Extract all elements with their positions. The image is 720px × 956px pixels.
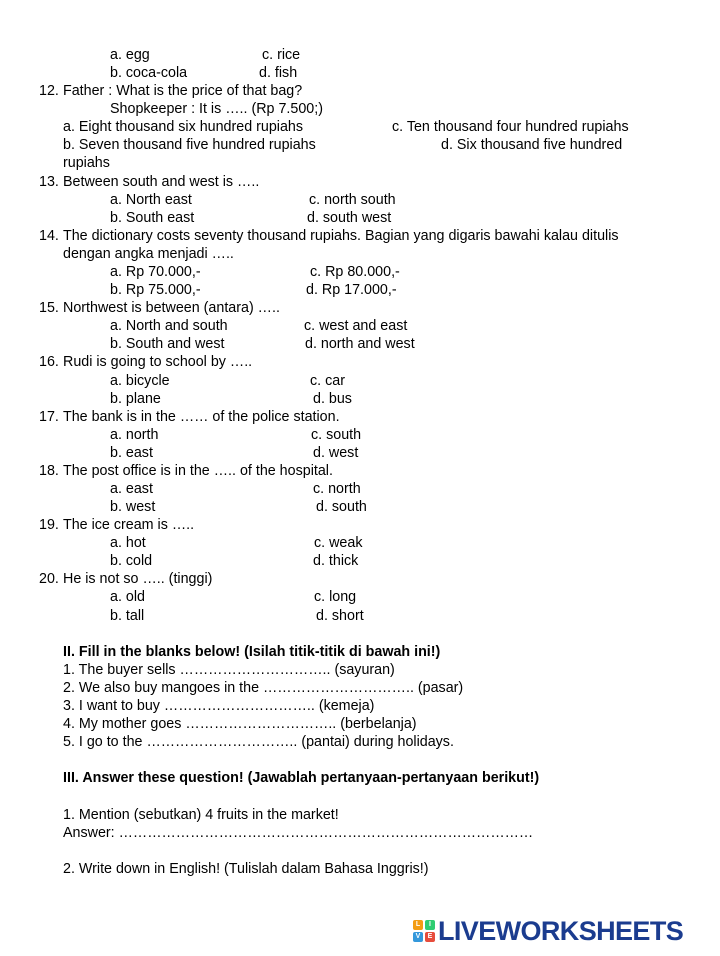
q16-option-c: c. car [310, 373, 345, 389]
section-3-heading: III. Answer these question! (Jawablah pertanyaan-pertanyaan berikut!) [63, 770, 540, 786]
q19-option-d: d. thick [313, 553, 359, 569]
q12-option-a: a. Eight thousand six hundred rupiahs [63, 119, 304, 135]
q17-option-b: b. east [110, 445, 153, 461]
fill-blank-item-3: 3. I want to buy ………………………….. (kemeja) [63, 698, 375, 714]
section-3-question-2: 2. Write down in English! (Tulislah dalam Bahasa Inggris!) [63, 861, 429, 877]
q14-question: The dictionary costs seventy thousand rupiahs. Bagian yang digaris bawahi kalau ditulis [63, 228, 619, 244]
fill-blank-item-5: 5. I go to the ………………………….. (pantai) during holidays. [63, 734, 454, 750]
q20-option-a: a. old [110, 589, 145, 605]
logo-text: LIVEWORKSHEETS [438, 916, 684, 946]
logo-tile-i: I [425, 920, 435, 930]
q11-option-d: d. fish [259, 65, 298, 81]
q13-option-b: b. South east [110, 210, 195, 226]
q13-option-a: a. North east [110, 192, 192, 208]
q13-option-c: c. north south [309, 192, 396, 208]
q19-question: The ice cream is ….. [63, 517, 195, 533]
q15-option-b: b. South and west [110, 336, 225, 352]
q19-option-b: b. cold [110, 553, 153, 569]
q15-option-d: d. north and west [305, 336, 415, 352]
q20-option-c: c. long [314, 589, 357, 605]
logo-mark-icon [413, 920, 435, 942]
q14-option-c: c. Rp 80.000,- [310, 264, 400, 280]
q12-option-c: c. Ten thousand four hundred rupiahs [392, 119, 629, 135]
q18-number: 18. [39, 463, 59, 479]
q19-number: 19. [39, 517, 59, 533]
q19-option-a: a. hot [110, 535, 146, 551]
q20-option-b: b. tall [110, 608, 145, 624]
q12-option-b: b. Seven thousand five hundred rupiahs [63, 137, 316, 153]
section-3-answer-line: Answer: …………………………………………………………………………… [63, 825, 534, 841]
q12-number: 12. [39, 83, 59, 99]
q17-option-d: d. west [313, 445, 359, 461]
q11-option-a: a. egg [110, 47, 150, 63]
q18-option-a: a. east [110, 481, 153, 497]
q13-option-d: d. south west [307, 210, 392, 226]
q12-option-d: d. Six thousand five hundred [441, 137, 623, 153]
q20-option-d: d. short [316, 608, 364, 624]
q16-option-a: a. bicycle [110, 373, 170, 389]
fill-blank-item-2: 2. We also buy mangoes in the ………………………….. (pasar) [63, 680, 464, 696]
q14-option-a: a. Rp 70.000,- [110, 264, 201, 280]
q16-option-d: d. bus [313, 391, 352, 407]
q14-option-b: b. Rp 75.000,- [110, 282, 201, 298]
q13-number: 13. [39, 174, 59, 190]
q14-number: 14. [39, 228, 59, 244]
q12-dialogue: Shopkeeper : It is ….. (Rp 7.500;) [110, 101, 323, 117]
q18-option-d: d. south [316, 499, 367, 515]
q12-question: Father : What is the price of that bag? [63, 83, 303, 99]
q16-question: Rudi is going to school by ….. [63, 354, 253, 370]
logo-tile-l: L [413, 920, 423, 930]
q17-question: The bank is in the …… of the police station. [63, 409, 340, 425]
q18-question: The post office is in the ….. of the hospital. [63, 463, 333, 479]
q19-option-c: c. weak [314, 535, 363, 551]
liveworksheets-logo [413, 918, 683, 944]
q16-number: 16. [39, 354, 59, 370]
q14-option-d: d. Rp 17.000,- [306, 282, 397, 298]
q11-option-c: c. rice [262, 47, 301, 63]
q15-option-c: c. west and east [304, 318, 408, 334]
fill-blank-item-4: 4. My mother goes ………………………….. (berbelanja) [63, 716, 417, 732]
q15-number: 15. [39, 300, 59, 316]
q17-option-a: a. north [110, 427, 159, 443]
q12-option-d-continued: rupiahs [63, 155, 110, 171]
q17-number: 17. [39, 409, 59, 425]
q16-option-b: b. plane [110, 391, 161, 407]
logo-tile-v: V [413, 932, 423, 942]
fill-blank-item-1: 1. The buyer sells ………………………….. (sayuran) [63, 662, 395, 678]
logo-tile-e: E [425, 932, 435, 942]
q14-question-continued: dengan angka menjadi ….. [63, 246, 234, 262]
section-2-heading: II. Fill in the blanks below! (Isilah titik-titik di bawah ini!) [63, 644, 441, 660]
q20-question: He is not so ….. (tinggi) [63, 571, 213, 587]
q13-question: Between south and west is ….. [63, 174, 260, 190]
q11-option-b: b. coca-cola [110, 65, 188, 81]
q18-option-c: c. north [313, 481, 361, 497]
q20-number: 20. [39, 571, 59, 587]
q15-question: Northwest is between (antara) ….. [63, 300, 280, 316]
q17-option-c: c. south [311, 427, 362, 443]
q18-option-b: b. west [110, 499, 156, 515]
section-3-question-1: 1. Mention (sebutkan) 4 fruits in the market! [63, 807, 339, 823]
q15-option-a: a. North and south [110, 318, 228, 334]
